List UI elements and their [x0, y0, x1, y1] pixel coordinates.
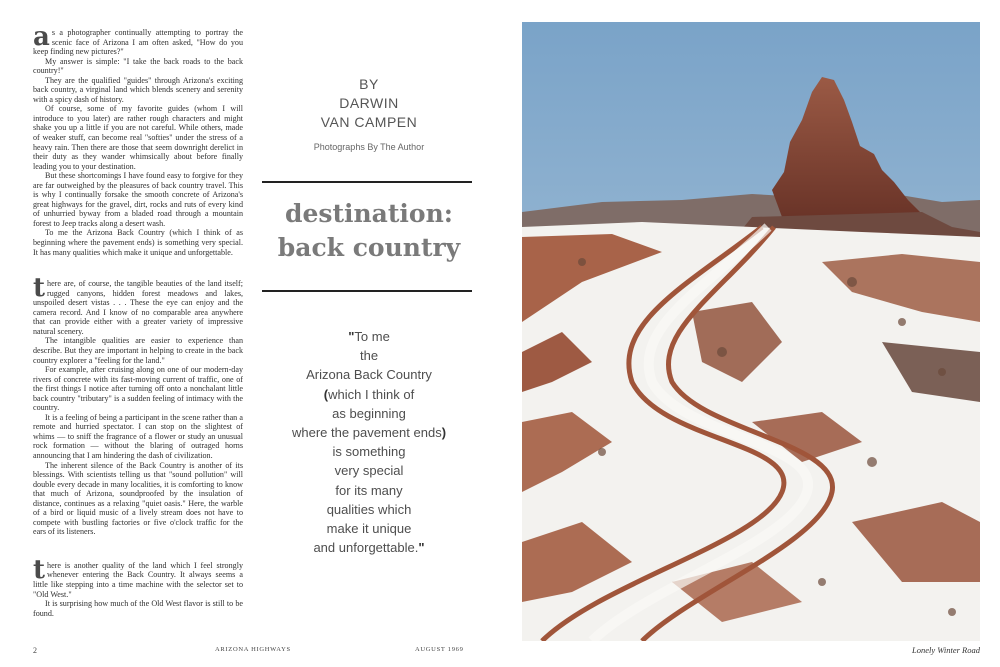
quote-line: for its many [335, 482, 403, 498]
pull-quote [262, 327, 476, 557]
quote-line: "To me [348, 329, 390, 344]
quote-line: as beginning [332, 405, 406, 421]
paragraph-text: here are, of course, the tangible beauties of the land itself; rugged canyons, hidden forest meadows and lakes, unspoiled desert vistas . . . These the eye can enjoy and the camera record. And I know of no comparable area anywhere that can provide either with a greater variety of impressive natural scenery. [33, 279, 243, 336]
paragraph: They are the qualified "guides" through Arizona's exciting back country, a virginal land which blends scenery and serenity with a spicy dash of history. [33, 75, 243, 104]
quote-line: is something [332, 444, 406, 460]
quote-line: where the pavement ends) [291, 425, 447, 441]
photo-illustration [522, 22, 980, 641]
photo-credit: Photographs By The Author [313, 142, 425, 152]
quote-line: and unforgettable." [313, 540, 425, 556]
paragraph: The inherent silence of the Back Country is another of its blessings. With scientists telling us that "sound pollution" will double every decade in many localities, it is comforting to know that much of Arizona, soundproofed by the insulation of distance, continues as a relaxing "quiet oasis." Here, the warble of a bird or liquid music of a lively stream does not have to compete with bustling factories or five o'clock traffic for the ears of its listeners. [33, 460, 243, 537]
quote-line: (which I think of [323, 386, 415, 402]
paragraph: The intangible qualities are easier to experience than describe. But they are important in helping to create in the back country explorer a "feeling for the land." [33, 336, 243, 365]
paragraph: Of course, some of my favorite guides (whom I will introduce to you later) are rather rough characters and might shake you up a little if you are not careful. While others, made of weaker stuff, can become real "softies" under the stress of a heavy rain. Then there are those that seem downright derelict in their duty as they wander whimsically about before finally leading you to your destination. [33, 104, 243, 171]
paragraph-text: here is another quality of the land which I feel strongly whenever entering the Back Country. It always seems a little like stepping into a time machine with the selector set to "Old West." [33, 560, 243, 599]
author-last-name: VAN CAMPEN [320, 114, 418, 130]
paragraph [33, 22, 243, 57]
article-title [262, 197, 476, 265]
divider-bottom [262, 290, 472, 292]
quote-line: make it unique [326, 521, 412, 537]
paragraph: It is a feeling of being a participant in the scene rather than a remote and hurried spectator. I can stop on the slightest of whims — to sniff the fragrance of a flower or study an unusual rock formation — without the blaring of outraged horns announcing that I am hindering the dash of civilization. [33, 412, 243, 460]
paragraph: But these shortcomings I have found easy to forgive for they are far outweighed by the pleasures of back country travel. This is why I continually forsake the smooth concrete of Arizona's great highways for the gravel, dirt, rocks and ruts of every kind of unhurried byway from a bladed road through a mountain forest to Jeep tracks along a desert wash. [33, 171, 243, 228]
paragraph: It is surprising how much of the Old West flavor is still to be found. [33, 599, 243, 618]
title-line-2: back country [277, 233, 461, 262]
quote-line: Arizona Back Country [306, 367, 432, 383]
drop-cap: t [33, 554, 46, 585]
article-body [33, 22, 243, 618]
author-first-name: DARWIN [339, 95, 399, 111]
photo-caption: Lonely Winter Road [912, 645, 980, 655]
title-line-1: destination: [284, 199, 453, 228]
paragraph [33, 273, 243, 336]
quote-line: very special [334, 463, 404, 479]
quote-line: the [359, 348, 379, 364]
drop-cap: a [33, 22, 50, 52]
paragraph [33, 554, 243, 599]
divider-top [262, 181, 472, 183]
page-number: 2 [33, 646, 38, 655]
landscape-photo [522, 22, 980, 641]
paragraph: To me the Arizona Back Country (which I think of as beginning where the pavement ends) is something very special. It has many qualities which make it unique and unforgettable. [33, 228, 243, 257]
paragraph: My answer is simple: "I take the back roads to the back country!" [33, 56, 243, 76]
magazine-name: ARIZONA HIGHWAYS [215, 646, 291, 653]
drop-cap: t [33, 273, 46, 304]
issue-date: AUGUST 1969 [415, 646, 464, 653]
byline-by: BY [359, 76, 379, 92]
paragraph: For example, after cruising along on one of our modern-day rivers of concrete with its fast-moving current of traffic, one of the first things I notice after turning off onto a nonchalant little back country "tributary" is a sudden feeling of intimacy with the country. [33, 365, 243, 413]
byline [262, 75, 476, 132]
quote-line: qualities which [326, 501, 412, 517]
paragraph-text: s a photographer continually attempting to portray the scenic face of Arizona I am often asked, "How do you keep finding new pictures?" [33, 28, 243, 57]
